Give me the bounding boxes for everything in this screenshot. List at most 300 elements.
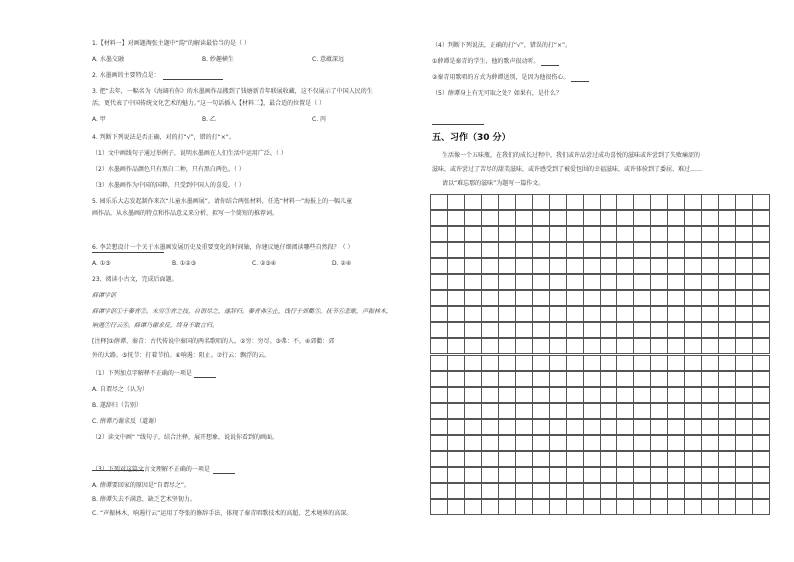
grid-cell[interactable]	[430, 419, 447, 435]
grid-cell[interactable]	[566, 290, 583, 306]
grid-cell[interactable]	[633, 338, 650, 354]
grid-cell[interactable]	[549, 403, 566, 419]
grid-cell[interactable]	[549, 274, 566, 290]
grid-cell[interactable]	[430, 371, 447, 387]
grid-cell[interactable]	[481, 387, 498, 403]
grid-cell[interactable]	[430, 226, 447, 242]
grid-cell[interactable]	[667, 371, 684, 387]
grid-cell[interactable]	[701, 338, 718, 354]
grid-cell[interactable]	[498, 403, 515, 419]
grid-cell[interactable]	[735, 338, 752, 354]
grid-cell[interactable]	[481, 467, 498, 483]
grid-cell[interactable]	[464, 403, 481, 419]
grid-cell[interactable]	[752, 258, 770, 274]
grid-cell[interactable]	[752, 387, 770, 403]
grid-cell[interactable]	[464, 387, 481, 403]
grid-cell[interactable]	[718, 338, 735, 354]
grid-cell[interactable]	[667, 355, 684, 371]
grid-cell[interactable]	[600, 290, 617, 306]
grid-cell[interactable]	[498, 371, 515, 387]
grid-cell[interactable]	[515, 306, 532, 322]
grid-cell[interactable]	[600, 435, 617, 451]
grid-cell[interactable]	[566, 274, 583, 290]
grid-cell[interactable]	[718, 435, 735, 451]
grid-cell[interactable]	[701, 451, 718, 467]
grid-cell[interactable]	[650, 419, 667, 435]
grid-cell[interactable]	[447, 226, 464, 242]
grid-cell[interactable]	[752, 322, 770, 338]
grid-cell[interactable]	[718, 419, 735, 435]
grid-cell[interactable]	[650, 483, 667, 499]
grid-cell[interactable]	[532, 419, 549, 435]
grid-cell[interactable]	[481, 403, 498, 419]
grid-cell[interactable]	[684, 387, 701, 403]
grid-cell[interactable]	[515, 290, 532, 306]
grid-cell[interactable]	[616, 290, 633, 306]
answer-blank[interactable]	[194, 371, 216, 378]
grid-cell[interactable]	[532, 499, 549, 515]
grid-cell[interactable]	[532, 290, 549, 306]
grid-cell[interactable]	[464, 338, 481, 354]
grid-cell[interactable]	[447, 435, 464, 451]
grid-cell[interactable]	[718, 403, 735, 419]
grid-cell[interactable]	[752, 338, 770, 354]
grid-cell[interactable]	[447, 403, 464, 419]
grid-cell[interactable]	[498, 210, 515, 226]
grid-cell[interactable]	[735, 467, 752, 483]
grid-cell[interactable]	[498, 194, 515, 210]
grid-cell[interactable]	[464, 322, 481, 338]
grid-cell[interactable]	[430, 499, 447, 515]
grid-cell[interactable]	[515, 419, 532, 435]
grid-cell[interactable]	[718, 499, 735, 515]
grid-cell[interactable]	[430, 435, 447, 451]
grid-cell[interactable]	[752, 419, 770, 435]
grid-cell[interactable]	[735, 387, 752, 403]
grid-cell[interactable]	[600, 355, 617, 371]
grid-cell[interactable]	[481, 306, 498, 322]
grid-cell[interactable]	[583, 435, 600, 451]
grid-cell[interactable]	[549, 322, 566, 338]
grid-cell[interactable]	[735, 435, 752, 451]
grid-cell[interactable]	[498, 483, 515, 499]
grid-cell[interactable]	[583, 451, 600, 467]
grid-cell[interactable]	[566, 210, 583, 226]
grid-cell[interactable]	[667, 242, 684, 258]
grid-cell[interactable]	[667, 338, 684, 354]
grid-cell[interactable]	[735, 483, 752, 499]
grid-cell[interactable]	[583, 290, 600, 306]
grid-cell[interactable]	[549, 435, 566, 451]
grid-cell[interactable]	[600, 387, 617, 403]
grid-cell[interactable]	[684, 355, 701, 371]
grid-cell[interactable]	[684, 451, 701, 467]
grid-cell[interactable]	[684, 435, 701, 451]
grid-cell[interactable]	[701, 371, 718, 387]
grid-cell[interactable]	[650, 274, 667, 290]
grid-cell[interactable]	[616, 371, 633, 387]
grid-cell[interactable]	[481, 210, 498, 226]
grid-cell[interactable]	[667, 290, 684, 306]
grid-cell[interactable]	[566, 258, 583, 274]
grid-cell[interactable]	[667, 435, 684, 451]
grid-cell[interactable]	[481, 499, 498, 515]
grid-cell[interactable]	[583, 338, 600, 354]
grid-cell[interactable]	[718, 322, 735, 338]
grid-cell[interactable]	[752, 451, 770, 467]
grid-cell[interactable]	[752, 483, 770, 499]
grid-cell[interactable]	[532, 322, 549, 338]
grid-cell[interactable]	[447, 306, 464, 322]
grid-cell[interactable]	[701, 435, 718, 451]
grid-cell[interactable]	[515, 338, 532, 354]
grid-cell[interactable]	[633, 499, 650, 515]
grid-cell[interactable]	[498, 467, 515, 483]
grid-cell[interactable]	[566, 435, 583, 451]
grid-cell[interactable]	[515, 194, 532, 210]
grid-cell[interactable]	[684, 499, 701, 515]
grid-cell[interactable]	[464, 274, 481, 290]
grid-cell[interactable]	[549, 210, 566, 226]
grid-cell[interactable]	[464, 451, 481, 467]
grid-cell[interactable]	[498, 419, 515, 435]
grid-cell[interactable]	[464, 371, 481, 387]
grid-cell[interactable]	[498, 451, 515, 467]
grid-cell[interactable]	[430, 210, 447, 226]
grid-cell[interactable]	[600, 338, 617, 354]
grid-cell[interactable]	[667, 419, 684, 435]
grid-cell[interactable]	[566, 322, 583, 338]
grid-cell[interactable]	[515, 499, 532, 515]
grid-cell[interactable]	[616, 210, 633, 226]
grid-cell[interactable]	[566, 371, 583, 387]
grid-cell[interactable]	[600, 274, 617, 290]
grid-cell[interactable]	[430, 451, 447, 467]
grid-cell[interactable]	[667, 306, 684, 322]
grid-cell[interactable]	[447, 338, 464, 354]
grid-cell[interactable]	[549, 338, 566, 354]
grid-cell[interactable]	[515, 451, 532, 467]
grid-cell[interactable]	[684, 338, 701, 354]
grid-cell[interactable]	[735, 419, 752, 435]
grid-cell[interactable]	[684, 194, 701, 210]
grid-cell[interactable]	[515, 226, 532, 242]
grid-cell[interactable]	[735, 322, 752, 338]
grid-cell[interactable]	[464, 194, 481, 210]
grid-cell[interactable]	[633, 242, 650, 258]
grid-cell[interactable]	[650, 403, 667, 419]
grid-cell[interactable]	[650, 210, 667, 226]
grid-cell[interactable]	[549, 387, 566, 403]
grid-cell[interactable]	[498, 258, 515, 274]
grid-cell[interactable]	[752, 499, 770, 515]
grid-cell[interactable]	[752, 371, 770, 387]
grid-cell[interactable]	[515, 274, 532, 290]
answer-blank[interactable]	[571, 75, 589, 82]
grid-cell[interactable]	[701, 355, 718, 371]
grid-cell[interactable]	[735, 258, 752, 274]
grid-cell[interactable]	[650, 387, 667, 403]
grid-cell[interactable]	[633, 387, 650, 403]
grid-cell[interactable]	[701, 499, 718, 515]
grid-cell[interactable]	[498, 306, 515, 322]
grid-cell[interactable]	[532, 258, 549, 274]
grid-cell[interactable]	[515, 242, 532, 258]
grid-cell[interactable]	[498, 242, 515, 258]
grid-cell[interactable]	[633, 467, 650, 483]
grid-cell[interactable]	[464, 483, 481, 499]
grid-cell[interactable]	[701, 210, 718, 226]
grid-cell[interactable]	[667, 210, 684, 226]
grid-cell[interactable]	[650, 451, 667, 467]
grid-cell[interactable]	[583, 355, 600, 371]
grid-cell[interactable]	[650, 435, 667, 451]
grid-cell[interactable]	[684, 419, 701, 435]
grid-cell[interactable]	[701, 403, 718, 419]
grid-cell[interactable]	[549, 483, 566, 499]
grid-cell[interactable]	[481, 371, 498, 387]
grid-cell[interactable]	[667, 387, 684, 403]
grid-cell[interactable]	[735, 403, 752, 419]
grid-cell[interactable]	[532, 242, 549, 258]
grid-cell[interactable]	[532, 274, 549, 290]
grid-cell[interactable]	[650, 194, 667, 210]
grid-cell[interactable]	[549, 467, 566, 483]
grid-cell[interactable]	[684, 226, 701, 242]
grid-cell[interactable]	[583, 226, 600, 242]
grid-cell[interactable]	[633, 322, 650, 338]
grid-cell[interactable]	[718, 210, 735, 226]
grid-cell[interactable]	[616, 338, 633, 354]
grid-cell[interactable]	[481, 194, 498, 210]
grid-cell[interactable]	[498, 274, 515, 290]
grid-cell[interactable]	[498, 322, 515, 338]
grid-cell[interactable]	[549, 258, 566, 274]
grid-cell[interactable]	[583, 322, 600, 338]
grid-cell[interactable]	[616, 355, 633, 371]
grid-cell[interactable]	[684, 274, 701, 290]
grid-cell[interactable]	[430, 387, 447, 403]
grid-cell[interactable]	[633, 451, 650, 467]
grid-cell[interactable]	[566, 467, 583, 483]
grid-cell[interactable]	[718, 483, 735, 499]
grid-cell[interactable]	[600, 451, 617, 467]
grid-cell[interactable]	[616, 483, 633, 499]
grid-cell[interactable]	[701, 194, 718, 210]
answer-blank[interactable]	[163, 73, 223, 80]
grid-cell[interactable]	[566, 194, 583, 210]
grid-cell[interactable]	[600, 499, 617, 515]
grid-cell[interactable]	[583, 194, 600, 210]
grid-cell[interactable]	[464, 355, 481, 371]
grid-cell[interactable]	[701, 290, 718, 306]
grid-cell[interactable]	[600, 306, 617, 322]
grid-cell[interactable]	[532, 467, 549, 483]
grid-cell[interactable]	[430, 258, 447, 274]
grid-cell[interactable]	[667, 499, 684, 515]
grid-cell[interactable]	[650, 371, 667, 387]
grid-cell[interactable]	[633, 226, 650, 242]
grid-cell[interactable]	[447, 242, 464, 258]
grid-cell[interactable]	[735, 306, 752, 322]
grid-cell[interactable]	[684, 403, 701, 419]
grid-cell[interactable]	[481, 338, 498, 354]
answer-blank[interactable]	[541, 59, 559, 66]
grid-cell[interactable]	[566, 387, 583, 403]
grid-cell[interactable]	[718, 194, 735, 210]
grid-cell[interactable]	[481, 258, 498, 274]
grid-cell[interactable]	[650, 242, 667, 258]
grid-cell[interactable]	[650, 322, 667, 338]
grid-cell[interactable]	[735, 290, 752, 306]
grid-cell[interactable]	[549, 419, 566, 435]
grid-cell[interactable]	[583, 403, 600, 419]
grid-cell[interactable]	[667, 467, 684, 483]
grid-cell[interactable]	[583, 387, 600, 403]
grid-cell[interactable]	[430, 290, 447, 306]
grid-cell[interactable]	[515, 322, 532, 338]
grid-cell[interactable]	[600, 226, 617, 242]
grid-cell[interactable]	[718, 387, 735, 403]
grid-cell[interactable]	[616, 387, 633, 403]
grid-cell[interactable]	[430, 403, 447, 419]
grid-cell[interactable]	[633, 403, 650, 419]
grid-cell[interactable]	[616, 226, 633, 242]
grid-cell[interactable]	[701, 483, 718, 499]
grid-cell[interactable]	[735, 194, 752, 210]
grid-cell[interactable]	[616, 274, 633, 290]
grid-cell[interactable]	[481, 226, 498, 242]
grid-cell[interactable]	[549, 290, 566, 306]
grid-cell[interactable]	[566, 242, 583, 258]
grid-cell[interactable]	[650, 338, 667, 354]
grid-cell[interactable]	[752, 290, 770, 306]
grid-cell[interactable]	[701, 387, 718, 403]
grid-cell[interactable]	[515, 210, 532, 226]
grid-cell[interactable]	[583, 210, 600, 226]
grid-cell[interactable]	[481, 322, 498, 338]
grid-cell[interactable]	[701, 322, 718, 338]
grid-cell[interactable]	[600, 322, 617, 338]
grid-cell[interactable]	[447, 290, 464, 306]
grid-cell[interactable]	[498, 387, 515, 403]
grid-cell[interactable]	[447, 499, 464, 515]
grid-cell[interactable]	[515, 387, 532, 403]
grid-cell[interactable]	[583, 242, 600, 258]
grid-cell[interactable]	[583, 483, 600, 499]
grid-cell[interactable]	[464, 467, 481, 483]
writing-grid[interactable]	[430, 194, 770, 515]
grid-cell[interactable]	[447, 194, 464, 210]
grid-cell[interactable]	[583, 274, 600, 290]
grid-cell[interactable]	[498, 499, 515, 515]
grid-cell[interactable]	[447, 322, 464, 338]
grid-cell[interactable]	[498, 355, 515, 371]
grid-cell[interactable]	[752, 355, 770, 371]
grid-cell[interactable]	[718, 274, 735, 290]
grid-cell[interactable]	[752, 467, 770, 483]
grid-cell[interactable]	[430, 322, 447, 338]
grid-cell[interactable]	[616, 258, 633, 274]
grid-cell[interactable]	[566, 403, 583, 419]
grid-cell[interactable]	[583, 499, 600, 515]
grid-cell[interactable]	[464, 210, 481, 226]
grid-cell[interactable]	[718, 226, 735, 242]
grid-cell[interactable]	[481, 419, 498, 435]
grid-cell[interactable]	[430, 242, 447, 258]
grid-cell[interactable]	[532, 403, 549, 419]
grid-cell[interactable]	[600, 467, 617, 483]
grid-cell[interactable]	[566, 355, 583, 371]
grid-cell[interactable]	[735, 451, 752, 467]
grid-cell[interactable]	[718, 258, 735, 274]
grid-cell[interactable]	[464, 226, 481, 242]
grid-cell[interactable]	[752, 226, 770, 242]
grid-cell[interactable]	[701, 419, 718, 435]
grid-cell[interactable]	[752, 210, 770, 226]
grid-cell[interactable]	[600, 210, 617, 226]
grid-cell[interactable]	[633, 258, 650, 274]
grid-cell[interactable]	[481, 242, 498, 258]
grid-cell[interactable]	[532, 338, 549, 354]
grid-cell[interactable]	[481, 290, 498, 306]
grid-cell[interactable]	[667, 451, 684, 467]
grid-cell[interactable]	[701, 306, 718, 322]
grid-cell[interactable]	[701, 242, 718, 258]
grid-cell[interactable]	[447, 258, 464, 274]
grid-cell[interactable]	[566, 306, 583, 322]
grid-cell[interactable]	[650, 290, 667, 306]
grid-cell[interactable]	[481, 435, 498, 451]
grid-cell[interactable]	[532, 435, 549, 451]
grid-cell[interactable]	[447, 419, 464, 435]
grid-cell[interactable]	[447, 355, 464, 371]
grid-cell[interactable]	[735, 226, 752, 242]
grid-cell[interactable]	[549, 242, 566, 258]
grid-cell[interactable]	[616, 419, 633, 435]
grid-cell[interactable]	[515, 371, 532, 387]
grid-cell[interactable]	[566, 419, 583, 435]
grid-cell[interactable]	[583, 258, 600, 274]
grid-cell[interactable]	[583, 306, 600, 322]
grid-cell[interactable]	[616, 242, 633, 258]
grid-cell[interactable]	[633, 483, 650, 499]
grid-cell[interactable]	[498, 226, 515, 242]
grid-cell[interactable]	[718, 306, 735, 322]
grid-cell[interactable]	[667, 258, 684, 274]
grid-cell[interactable]	[684, 371, 701, 387]
grid-cell[interactable]	[566, 483, 583, 499]
grid-cell[interactable]	[616, 451, 633, 467]
grid-cell[interactable]	[498, 290, 515, 306]
answer-blank[interactable]	[432, 106, 484, 125]
grid-cell[interactable]	[667, 194, 684, 210]
grid-cell[interactable]	[600, 371, 617, 387]
answer-blank[interactable]	[213, 467, 235, 474]
grid-cell[interactable]	[735, 210, 752, 226]
grid-cell[interactable]	[650, 499, 667, 515]
grid-cell[interactable]	[600, 419, 617, 435]
grid-cell[interactable]	[616, 499, 633, 515]
grid-cell[interactable]	[464, 242, 481, 258]
grid-cell[interactable]	[684, 483, 701, 499]
grid-cell[interactable]	[616, 306, 633, 322]
grid-cell[interactable]	[752, 242, 770, 258]
grid-cell[interactable]	[481, 483, 498, 499]
grid-cell[interactable]	[515, 258, 532, 274]
grid-cell[interactable]	[701, 274, 718, 290]
grid-cell[interactable]	[481, 355, 498, 371]
